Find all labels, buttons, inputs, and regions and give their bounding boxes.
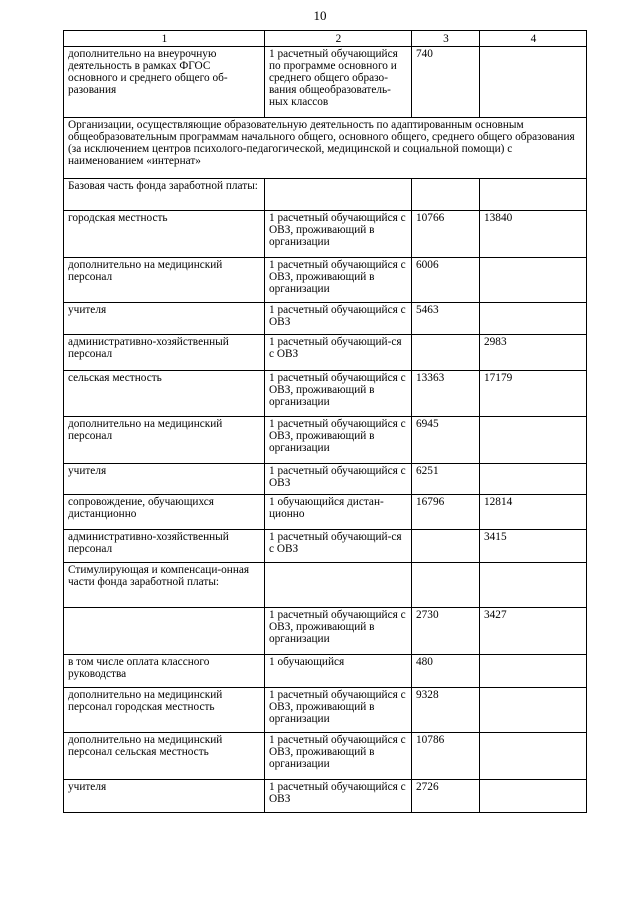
table-row: [64, 780, 587, 813]
value-cell: [480, 733, 587, 780]
value-cell: [480, 303, 587, 335]
table-row: [64, 563, 587, 608]
value-cell: [480, 258, 587, 303]
value-cell: 2730: [412, 608, 480, 655]
indicator-cell: дополнительно на внеурочную деятельность в рамках ФГОС основного и среднего общего об-разования: [64, 47, 265, 118]
value-cell: 3427: [480, 608, 587, 655]
indicator-cell: городская местность: [64, 211, 265, 258]
value-cell: [480, 563, 587, 608]
table-row: [64, 417, 587, 464]
value-cell: 6251: [412, 464, 480, 495]
value-cell: 740: [412, 47, 480, 118]
unit-cell: 1 расчетный обучающий-ся с ОВЗ: [265, 530, 412, 563]
value-cell: 9328: [412, 688, 480, 733]
unit-cell: 1 расчетный обучающийся с ОВЗ, проживающий в организации: [265, 608, 412, 655]
table-row: [64, 335, 587, 371]
unit-cell: 1 расчетный обучающийся с ОВЗ: [265, 303, 412, 335]
unit-cell: 1 расчетный обучающийся с ОВЗ, проживающий в организации: [265, 211, 412, 258]
unit-cell: 1 расчетный обучающийся с ОВЗ, проживающий в организации: [265, 688, 412, 733]
unit-cell: 1 обучающийся дистан-ционно: [265, 495, 412, 530]
value-cell: [480, 417, 587, 464]
indicator-cell: Стимулирующая и компенсаци-онная части фонда заработной платы:: [64, 563, 265, 608]
unit-cell: 1 расчетный обучающийся с ОВЗ, проживающий в организации: [265, 258, 412, 303]
value-cell: 13840: [480, 211, 587, 258]
value-cell: [412, 335, 480, 371]
value-cell: 6945: [412, 417, 480, 464]
value-cell: 10786: [412, 733, 480, 780]
indicator-cell: учителя: [64, 464, 265, 495]
indicator-cell: административно-хозяйственный персонал: [64, 335, 265, 371]
value-cell: [412, 530, 480, 563]
table-row: [64, 733, 587, 780]
value-cell: 480: [412, 655, 480, 688]
indicator-cell: [64, 608, 265, 655]
indicator-cell: учителя: [64, 780, 265, 813]
value-cell: 17179: [480, 371, 587, 417]
value-cell: 3415: [480, 530, 587, 563]
indicator-cell: сельская местность: [64, 371, 265, 417]
value-cell: 5463: [412, 303, 480, 335]
unit-cell: 1 расчетный обучающийся с ОВЗ: [265, 464, 412, 495]
unit-cell: 1 расчетный обучающийся с ОВЗ, проживающий в организации: [265, 371, 412, 417]
unit-cell: [265, 179, 412, 211]
unit-cell: 1 расчетный обучающийся с ОВЗ: [265, 780, 412, 813]
value-cell: 10766: [412, 211, 480, 258]
value-cell: 2983: [480, 335, 587, 371]
value-cell: [480, 179, 587, 211]
indicator-cell: сопровождение, обучающихся дистанционно: [64, 495, 265, 530]
value-cell: 13363: [412, 371, 480, 417]
value-cell: [480, 47, 587, 118]
value-cell: [412, 563, 480, 608]
indicator-cell: дополнительно на медицинский персонал сельская местность: [64, 733, 265, 780]
unit-cell: 1 расчетный обучающийся по программе основного и среднего общего образо-вания общеобразователь-ных классов: [265, 47, 412, 118]
table-row: [64, 258, 587, 303]
indicator-cell: учителя: [64, 303, 265, 335]
indicator-cell: дополнительно на медицинский персонал: [64, 258, 265, 303]
value-cell: [480, 780, 587, 813]
table-row: [64, 530, 587, 563]
tariff-table: [63, 30, 587, 813]
column-number: 3: [412, 31, 480, 47]
column-number: 1: [64, 31, 265, 47]
table-row: [64, 47, 587, 118]
table-row: [64, 303, 587, 335]
table-row: [64, 688, 587, 733]
value-cell: 16796: [412, 495, 480, 530]
unit-cell: [265, 563, 412, 608]
unit-cell: 1 расчетный обучающий-ся с ОВЗ: [265, 335, 412, 371]
column-number: 4: [480, 31, 587, 47]
table-row: [64, 608, 587, 655]
unit-cell: 1 расчетный обучающийся с ОВЗ, проживающий в организации: [265, 417, 412, 464]
table-row: [64, 371, 587, 417]
section-heading: Организации, осуществляющие образовательную деятельность по адаптированным основным общеобразовательным программам начального общего, основного общего, среднего общего образования (за исключением центров психолого-педагогической, медицинской и социальной помощи) с наименованием «интернат»: [64, 118, 587, 179]
value-cell: [412, 179, 480, 211]
indicator-cell: дополнительно на медицинский персонал городская местность: [64, 688, 265, 733]
unit-cell: 1 обучающийся: [265, 655, 412, 688]
value-cell: 12814: [480, 495, 587, 530]
table-row: [64, 655, 587, 688]
table-row: [64, 495, 587, 530]
value-cell: 2726: [412, 780, 480, 813]
table-row: [64, 464, 587, 495]
value-cell: [480, 464, 587, 495]
indicator-cell: административно-хозяйственный персонал: [64, 530, 265, 563]
indicator-cell: Базовая часть фонда заработной платы:: [64, 179, 265, 211]
value-cell: 6006: [412, 258, 480, 303]
value-cell: [480, 688, 587, 733]
unit-cell: 1 расчетный обучающийся с ОВЗ, проживающий в организации: [265, 733, 412, 780]
page-number: 10: [313, 8, 327, 23]
section-heading-row: [64, 118, 587, 179]
value-cell: [480, 655, 587, 688]
indicator-cell: дополнительно на медицинский персонал: [64, 417, 265, 464]
indicator-cell: в том числе оплата классного руководства: [64, 655, 265, 688]
table-row: [64, 179, 587, 211]
table-row: [64, 211, 587, 258]
column-numbers-row: [64, 31, 587, 47]
column-number: 2: [265, 31, 412, 47]
